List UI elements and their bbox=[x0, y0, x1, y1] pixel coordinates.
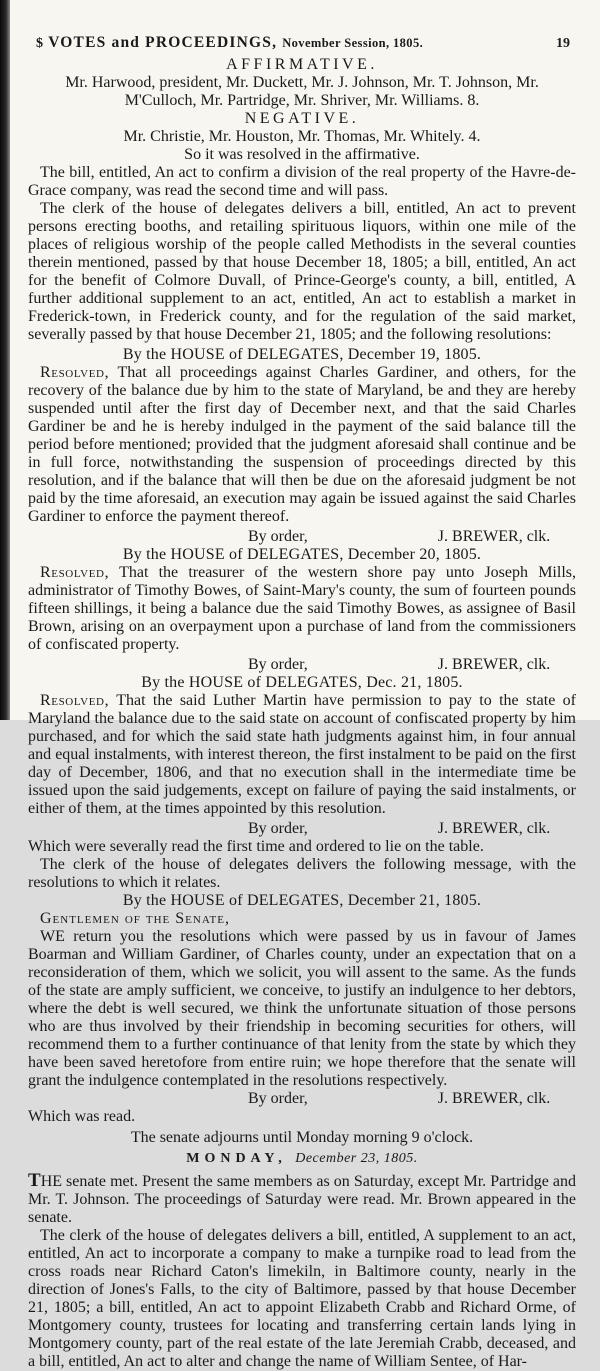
document-page bbox=[10, 0, 600, 1370]
day-name: MONDAY, bbox=[186, 1151, 287, 1166]
clerk-signature: J. BREWER, clk. bbox=[437, 656, 551, 673]
ornament-icon: $ bbox=[36, 36, 45, 51]
monday-paragraph-1 bbox=[28, 1170, 576, 1227]
resolution-1-body: That all proceedings against Charles Gardiner, and others, for the recovery of the balance due by him to the state of Maryland, be and they are hereby suspended until after the first day of December next, and that the said Charles Gardiner be and he is hereby indulged in the payment of the said balance till the period before mentioned; provided that the judgment aforesaid shall continue and be in full force, notwithstanding the suspension of proceedings directed by this resolution, and if the balance that will then be due on the aforesaid judgment be not paid by the time aforesaid, an execution may again be issued against the said Charles Gardiner to enforce the payment thereof. bbox=[28, 364, 576, 525]
vote-result: So it was resolved in the affirmative. bbox=[184, 146, 420, 163]
resolution-2-text bbox=[28, 564, 576, 654]
by-order-label: By order, bbox=[248, 1090, 308, 1107]
by-order-label: By order, bbox=[248, 820, 308, 837]
resolution-2-by-line: By the HOUSE of DELEGATES, December 20, 1805. bbox=[122, 546, 482, 563]
page-header bbox=[36, 34, 570, 52]
resolution-1-by-line: By the HOUSE of DELEGATES, December 19, 1805. bbox=[122, 346, 482, 363]
read-first-time: Which were severally read the first time and ordered to lie on the table. bbox=[28, 838, 484, 855]
running-title bbox=[36, 34, 423, 52]
resolution-3-text bbox=[28, 692, 576, 818]
negative-names: Mr. Christie, Mr. Houston, Mr. Thomas, Mr. Whitely. 4. bbox=[123, 128, 481, 145]
message-by-line: By the HOUSE of DELEGATES, December 21, 1805. bbox=[122, 892, 482, 909]
message-signature bbox=[28, 1090, 576, 1108]
resolution-3-by-line: By the HOUSE of DELEGATES, Dec. 21, 1805. bbox=[141, 674, 463, 691]
by-order-label: By order, bbox=[248, 528, 308, 545]
drop-cap: T bbox=[28, 1170, 41, 1191]
resolved-label: Resolved, bbox=[40, 692, 110, 709]
clerk-signature: J. BREWER, clk. bbox=[437, 820, 551, 837]
message-body: WE return you the resolutions which were passed by us in favour of James Boarman and William Gardiner, of Charles county, under an expectation that on a reconsideration of them, which we solicit, you will assent to the same. As the funds of the state are amply sufficient, we conceive, to justify an indulgence to her debtors, where the debt is well secured, we think the unfortunate situation of those persons who are thus involved by their friendship in becoming securities for others, will recommend them to a further continuance of that lenity from the state by which they have been saved heretofore from entire ruin; we hope therefore that the senate will grant the indulgence contemplated in the resolutions respectively. bbox=[28, 928, 576, 1089]
running-title-session: November Session, 1805. bbox=[282, 36, 424, 50]
resolution-2-signature bbox=[28, 656, 576, 674]
affirmative-names: Mr. Harwood, president, Mr. Duckett, Mr. J. Johnson, Mr. T. Johnson, Mr. M'Culloch, Mr. Partridge, Mr. Shriver, Mr. Williams. 8. bbox=[65, 74, 539, 109]
page-number: 19 bbox=[556, 36, 570, 51]
resolved-label: Resolved, bbox=[40, 564, 110, 581]
paragraph-clerk-delivers: The clerk of the house of delegates delivers a bill, entitled, An act to prevent persons erecting booths, and retailing spirituous liquors, within one mile of the places of religious worship of the people called Methodists in the several counties therein mentioned, passed by that house December 18, 1805; a bill, entitled, An act for the benefit of Colmore Duvall, of Prince-George's county, a bill, entitled, A further additional supplement to an act, entitled, An act to establish a market in Frederick-town, in Frederick county, and for the regulation of the said market, severally passed by that house December 21, 1805; and the following resolutions: bbox=[28, 200, 576, 343]
negative-heading: NEGATIVE. bbox=[244, 110, 360, 127]
day-heading bbox=[28, 1151, 576, 1167]
which-was-read: Which was read. bbox=[28, 1108, 136, 1125]
resolution-3-body: That the said Luther Martin have permission to pay to the state of Maryland the balance due to the said state on account of confiscated property by him purchased, and for which the said state hath judgments against him, in four annual and equal instalments, with interest thereon, the first instalment to be paid on the first day of December, 1806, and that no execution shall in the intermediate time be issued upon the said judgements, except on failure of paying the said instalments, or either of them, at the times appointed by this resolution. bbox=[28, 692, 576, 817]
resolved-label: Resolved, bbox=[40, 364, 110, 381]
paragraph-havre-de-grace: The bill, entitled, An act to confirm a division of the real property of the Havre-de-Grace company, was read the second time and will pass. bbox=[28, 164, 576, 199]
monday-paragraph-1-text: HE senate met. Present the same members as on Saturday, except Mr. Partridge and Mr. T. Johnson. The proceedings of Saturday were read. Mr. Brown appeared in the senate. bbox=[28, 1173, 576, 1226]
monday-paragraph-2: The clerk of the house of delegates delivers a bill, entitled, A supplement to an act, entitled, An act to incorporate a company to make a turnpike road to lead from the cross roads near Richard Caton's limekiln, in Baltimore county, nearly in the direction of Jones's Falls, to the city of Baltimore, passed by that house December 21, 1805; a bill, entitled, An act to appoint Elizabeth Crabb and Richard Orme, of Montgomery county, trustees for locating and transferring certain lands lying in Montgomery county, part of the real estate of the late Jeremiah Crabb, deceased, and a bill, entitled, An act to alter and change the name of William Sentee, of Har- bbox=[28, 1227, 576, 1370]
running-title-lead: VOTES and PROCEEDINGS, bbox=[48, 34, 278, 51]
resolution-1-signature bbox=[28, 528, 576, 546]
clerk-signature: J. BREWER, clk. bbox=[437, 528, 551, 545]
by-order-label: By order, bbox=[248, 656, 308, 673]
clerk-message-intro: The clerk of the house of delegates delivers the following message, with the resolutions to which it relates. bbox=[28, 856, 576, 891]
resolution-1-text bbox=[28, 364, 576, 526]
resolution-3-signature bbox=[28, 820, 576, 838]
message-salutation: Gentlemen of the Senate, bbox=[40, 910, 230, 927]
clerk-signature: J. BREWER, clk. bbox=[437, 1090, 551, 1107]
book-gutter bbox=[0, 0, 10, 720]
day-date: December 23, 1805. bbox=[295, 1151, 418, 1166]
affirmative-heading: AFFIRMATIVE. bbox=[226, 56, 378, 73]
resolution-2-body: That the treasurer of the western shore pay unto Joseph Mills, administrator of Timothy Bowes, of Saint-Mary's county, the sum of fourteen pounds fifteen shillings, it being a balance due the said Timothy Bowes, as assignee of Basil Brown, arising on an overpayment upon a purchase of land from the commissioners of confiscated property. bbox=[28, 564, 576, 653]
senate-adjourns: The senate adjourns until Monday morning 9 o'clock. bbox=[130, 1129, 474, 1146]
page-body bbox=[28, 56, 576, 1371]
